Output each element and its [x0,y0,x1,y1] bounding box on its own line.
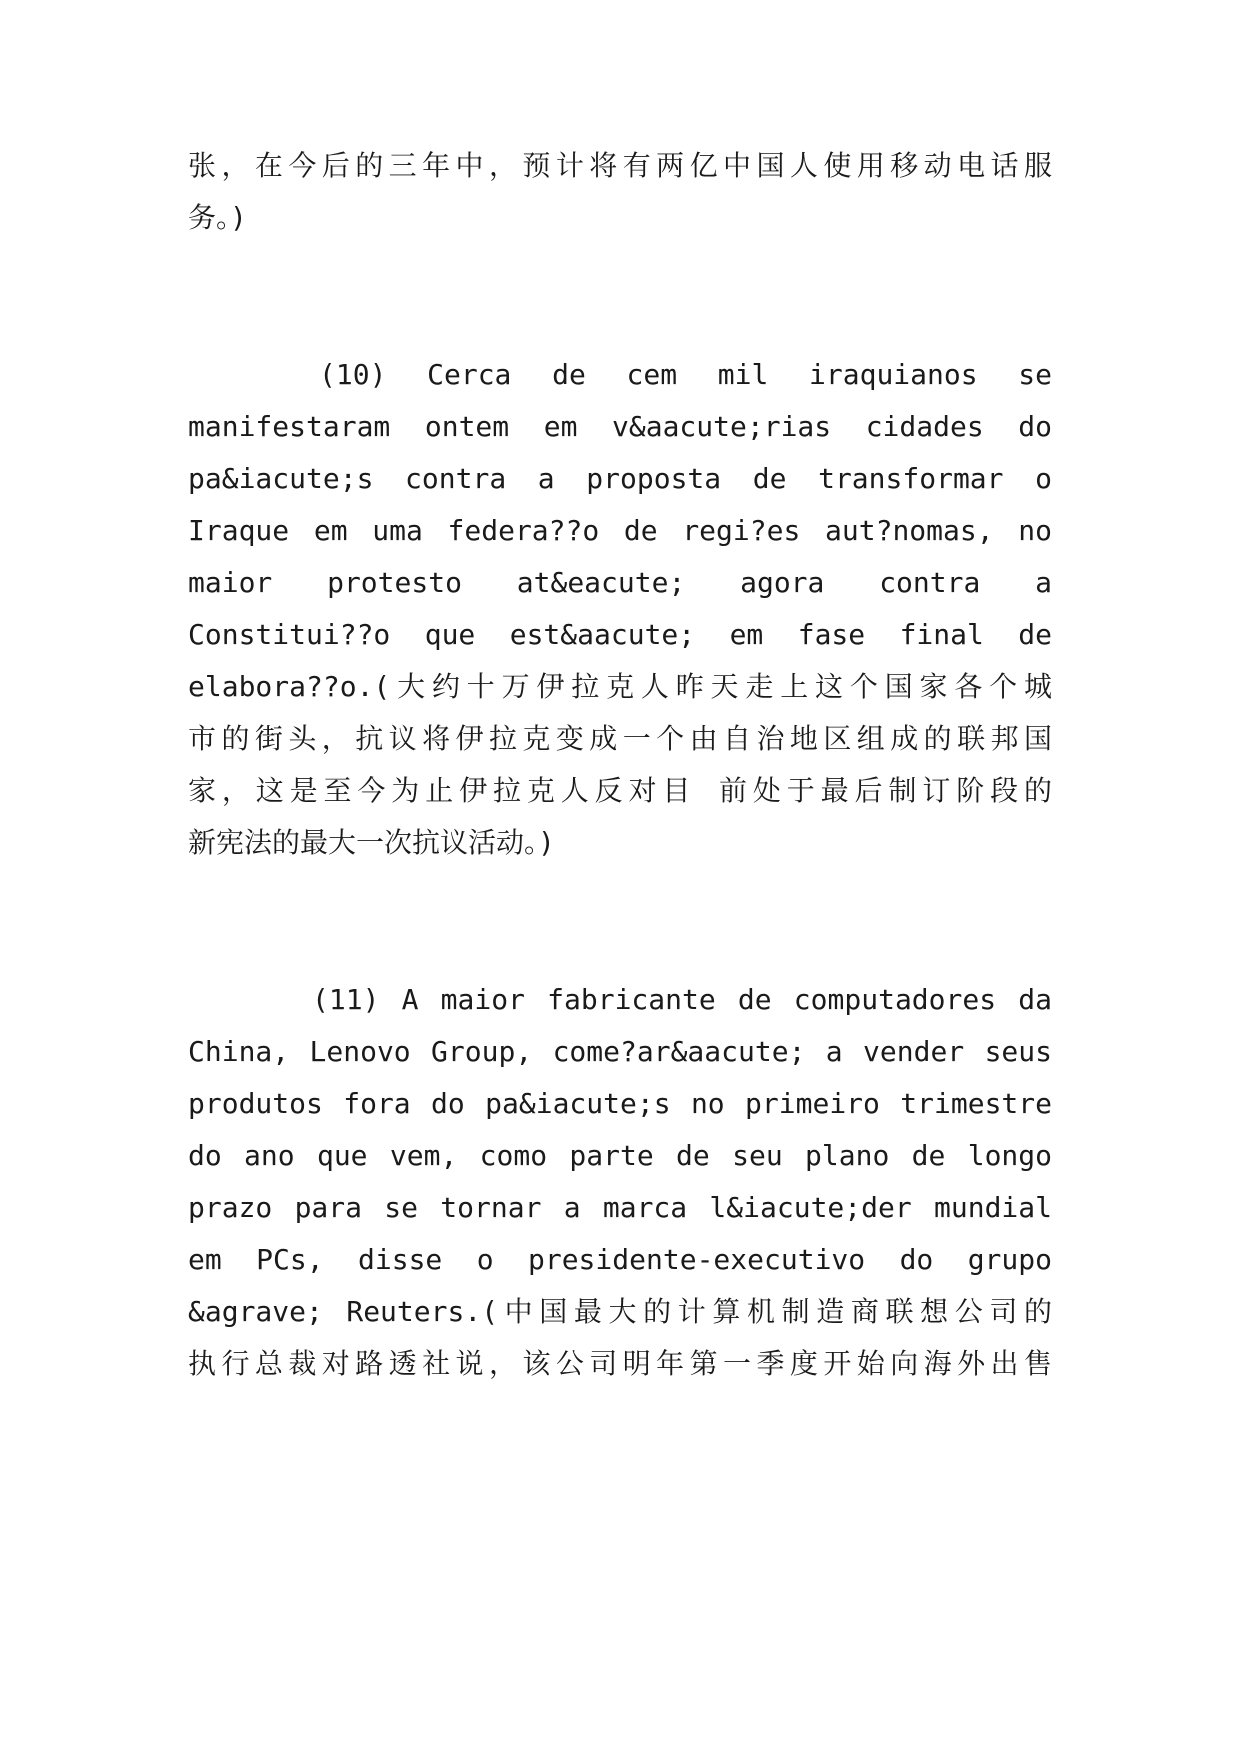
text-line: 市的街头，抗议将伊拉克变成一个由自治地区组成的联邦国 [188,722,1052,755]
text-line: 新宪法的最大一次抗议活动。) [188,826,555,859]
text-line: pa&iacute;s contra a proposta de transformar o [188,462,1052,495]
text-line: Iraque em uma federa??o de regi?es aut?nomas, no [188,514,1052,547]
text-line: 执行总裁对路透社说，该公司明年第一季度开始向海外出售 [188,1347,1052,1380]
text-line: em PCs, disse o presidente-executivo do grupo [188,1243,1052,1276]
text-line: Constitui??o que est&aacute; em fase final de [188,618,1052,651]
text-line: manifestaram ontem em v&aacute;rias cidades do [188,410,1052,443]
paragraph-first-line: (10) Cerca de cem mil iraquianos se [319,358,1052,391]
text-line: elabora??o.(大约十万伊拉克人昨天走上这个国家各个城 [188,670,1052,703]
text-line: maior protesto at&eacute; agora contra a [188,566,1052,599]
text-line: China, Lenovo Group, come?ar&aacute; a vender seus [188,1035,1052,1068]
text-line: 张，在今后的三年中，预计将有两亿中国人使用移动电话服 [188,149,1052,182]
text-line: produtos fora do pa&iacute;s no primeiro trimestre [188,1087,1052,1120]
paragraph-first-line: (11) A maior fabricante de computadores da [312,983,1052,1016]
text-line: 务。) [188,201,247,234]
text-line: &agrave; Reuters.(中国最大的计算机制造商联想公司的 [188,1295,1052,1328]
text-line: 家，这是至今为止伊拉克人反对目 前处于最后制订阶段的 [188,774,1052,807]
text-line: do ano que vem, como parte de seu plano de longo [188,1139,1052,1172]
text-line: prazo para se tornar a marca l&iacute;der mundial [188,1191,1052,1224]
